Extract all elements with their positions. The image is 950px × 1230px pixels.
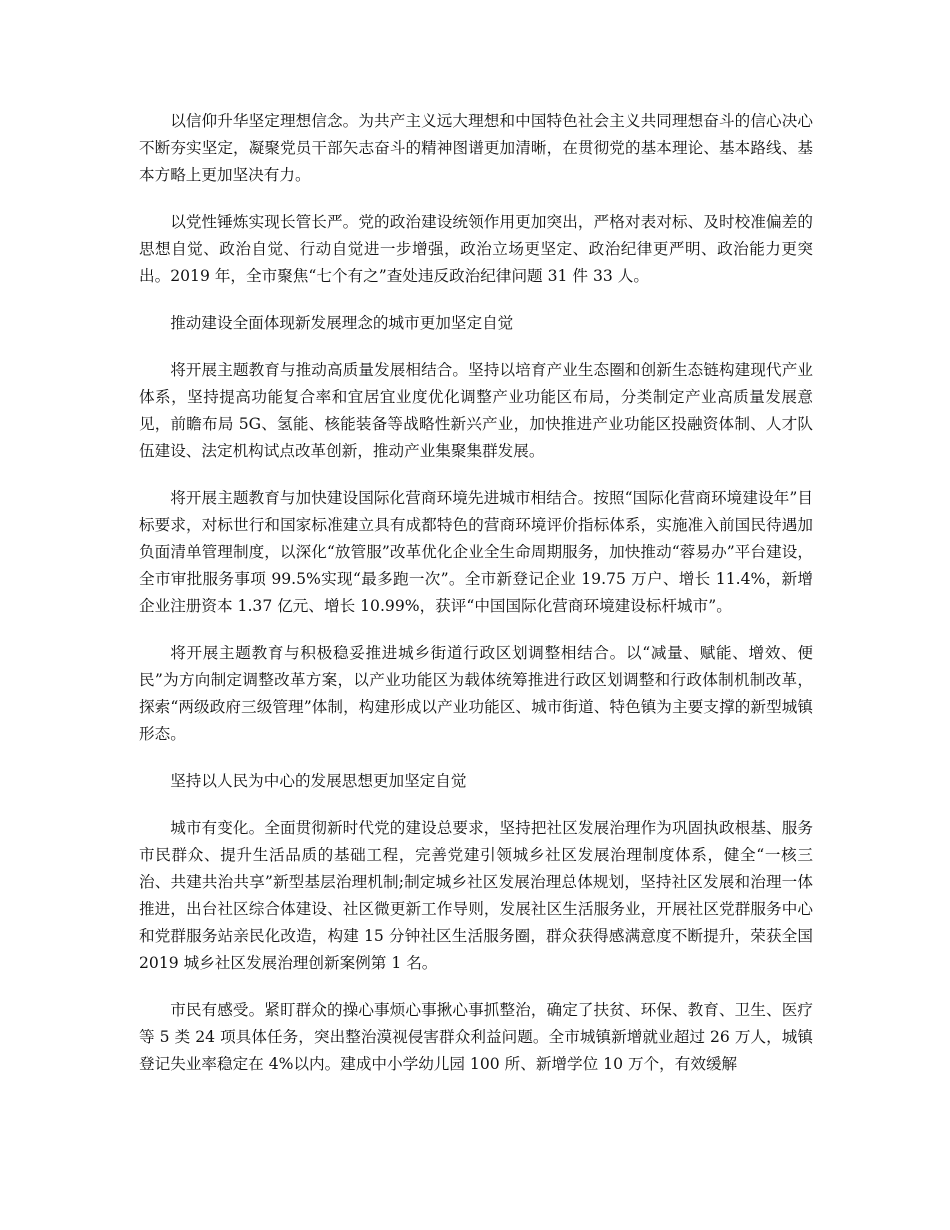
section-heading-new-development: 推动建设全面体现新发展理念的城市更加坚定自觉 [170,314,514,332]
paragraph-party-discipline: 以党性锤炼实现长管长严。党的政治建设统领作用更加突出，严格对表对标、及时校准偏差的思想自觉、政治自觉、行动自觉进一步增强，政治立场更坚定、政治纪律更严明、政治能力更突出。2019 年，全市聚焦“七个有之”查处违反政治纪律问题 31 件 33 人。 [139,213,813,285]
paragraph-faith: 以信仰升华坚定理想信念。为共产主义远大理想和中国特色社会主义共同理想奋斗的信心决心不断夯实坚定，凝聚党员干部矢志奋斗的精神图谱更加清晰，在贯彻党的基本理论、基本路线、基本方略上更加坚决有力。 [139,112,813,184]
paragraph-citizen-feelings: 市民有感受。紧盯群众的操心事烦心事揪心事抓整治，确定了扶贫、环保、教育、卫生、医疗等 5 类 24 项具体任务，突出整治漠视侵害群众利益问题。全市城镇新增就业超过 26 万人，城镇登记失业率稳定在 4%以内。建成中小学幼儿园 100 所、新增学位 10 万个，有效缓解 [139,1001,813,1073]
paragraph-administrative-division: 将开展主题教育与积极稳妥推进城乡街道行政区划调整相结合。以“减量、赋能、增效、便民”为方向制定调整改革方案，以产业功能区为载体统筹推进行政区划调整和行政体制机制改革，探索“两级政府三级管理”体制，构建形成以产业功能区、城市街道、特色镇为主要支撑的新型城镇形态。 [139,644,813,743]
document-body [139,108,813,1098]
section-heading-people-centered: 坚持以人民为中心的发展思想更加坚定自觉 [170,772,467,790]
paragraph-business-environment: 将开展主题教育与加快建设国际化营商环境先进城市相结合。按照“国际化营商环境建设年”目标要求，对标世行和国家标准建立具有成都特色的营商环境评价指标体系，实施准入前国民待遇加负面清单管理制度，以深化“放管服”改革优化企业全生命周期服务，加快推动“蓉易办”平台建设，全市审批服务事项 99.5%实现“最多跑一次”。全市新登记企业 19.75 万户、增长 11.4%，新增企业注册资本 1.37 亿元、增长 10.99%，获评“中国国际化营商环境建设标杆城市”。 [139,489,813,615]
paragraph-city-changes: 城市有变化。全面贯彻新时代党的建设总要求，坚持把社区发展治理作为巩固执政根基、服务市民群众、提升生活品质的基础工程，完善党建引领城乡社区发展治理制度体系，健全“一核三治、共建共治共享”新型基层治理机制;制定城乡社区发展治理总体规划，坚持社区发展和治理一体推进，出台社区综合体建设、社区微更新工作导则，发展社区生活服务业，开展社区党群服务中心和党群服务站亲民化改造，构建 15 分钟社区生活服务圈，群众获得感满意度不断提升，荣获全国 2019 城乡社区发展治理创新案例第 1 名。 [139,819,813,972]
paragraph-high-quality-development: 将开展主题教育与推动高质量发展相结合。坚持以培育产业生态圈和创新生态链构建现代产业体系，坚持提高功能复合率和宜居宜业度优化调整产业功能区布局，分类制定产业高质量发展意见，前瞻布局 5G、氢能、核能装备等战略性新兴产业，加快推进产业功能区投融资体制、人才队伍建设、法定机构试点改革创新，推动产业集聚集群发展。 [139,361,813,460]
